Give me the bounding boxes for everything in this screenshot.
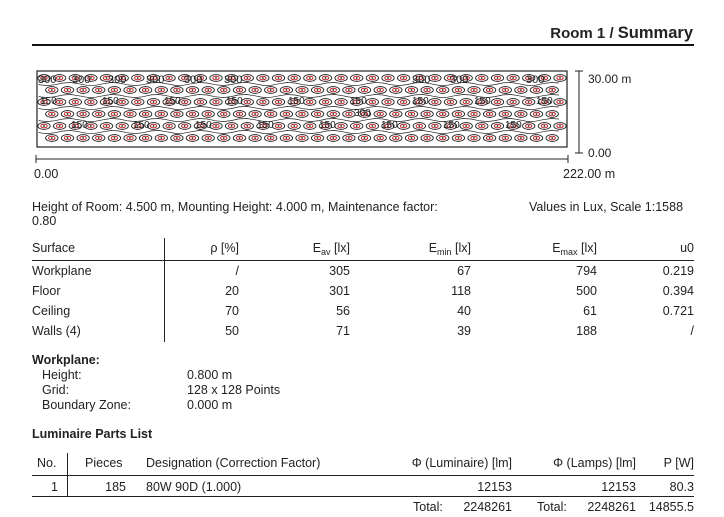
luminaire-center xyxy=(356,77,358,79)
luminaire-center xyxy=(59,125,61,127)
surface-cell-emax: 794 xyxy=(576,264,597,278)
parts-cell-no: 1 xyxy=(51,480,58,494)
luminaire-center xyxy=(559,101,561,103)
luminaire-center xyxy=(364,89,366,91)
isoline-value-label: 300 xyxy=(450,74,469,86)
luminaire-center xyxy=(137,77,139,79)
luminaire-center xyxy=(114,89,116,91)
luminaire-center xyxy=(559,77,561,79)
header-rule xyxy=(32,44,694,46)
room-parameters: Height of Room: 4.500 m, Mounting Height: 4.000 m, Maintenance factor: xyxy=(32,200,438,214)
luminaire-center xyxy=(145,113,147,115)
luminaire-center xyxy=(207,89,209,91)
workplane-grid-label: Grid: xyxy=(42,383,70,397)
luminaire-center xyxy=(59,77,61,79)
parts-col-pieces: Pieces xyxy=(85,456,123,470)
workplane-grid-value: 128 x 128 Points xyxy=(187,383,281,397)
luminaire-center xyxy=(364,137,366,139)
horizontal-scale xyxy=(34,152,570,166)
luminaire-center xyxy=(192,113,194,115)
luminaire-center xyxy=(184,101,186,103)
luminaire-center xyxy=(176,89,178,91)
isoline-value-label: 150 xyxy=(319,120,336,131)
luminaire-center xyxy=(372,77,374,79)
luminaire-center xyxy=(317,113,319,115)
luminaire-center xyxy=(98,89,100,91)
luminaire-center xyxy=(286,89,288,91)
luminaire-center xyxy=(473,89,475,91)
luminaire-center xyxy=(286,137,288,139)
surface-cell-rho: 70 xyxy=(225,304,239,318)
luminaire-center xyxy=(293,125,295,127)
luminaire-center xyxy=(82,113,84,115)
luminaire-center xyxy=(528,101,530,103)
isoline-value-label: 150 xyxy=(350,96,367,107)
surface-cell-surface: Walls (4) xyxy=(32,324,81,338)
luminaire-center xyxy=(215,77,217,79)
luminaire-center xyxy=(254,137,256,139)
surface-cell-emin: 118 xyxy=(451,284,471,298)
luminaire-center xyxy=(207,137,209,139)
isoline-value-label: 150 xyxy=(71,120,88,131)
surface-cell-eav: 71 xyxy=(336,324,350,338)
luminaire-center xyxy=(551,89,553,91)
luminaire-center xyxy=(114,137,116,139)
luminaire-center xyxy=(129,137,131,139)
luminaire-center xyxy=(536,137,538,139)
luminaire-center xyxy=(67,137,69,139)
luminaire-center xyxy=(246,77,248,79)
surface-cell-emax: 500 xyxy=(576,284,597,298)
luminaire-center xyxy=(82,137,84,139)
luminaire-center xyxy=(51,89,53,91)
plan-y-origin-label: 0.00 xyxy=(588,146,612,160)
luminaire-center xyxy=(434,77,436,79)
luminaire-center xyxy=(168,77,170,79)
luminaire-center xyxy=(153,101,155,103)
luminaire-center xyxy=(59,101,61,103)
luminaire-center xyxy=(434,125,436,127)
luminaire-center xyxy=(481,77,483,79)
isoline-value-label: 150 xyxy=(102,96,119,107)
luminaire-center xyxy=(504,89,506,91)
luminaire-center xyxy=(387,77,389,79)
luminaire-center xyxy=(223,113,225,115)
luminaire-center xyxy=(137,101,139,103)
luminaire-center xyxy=(536,89,538,91)
luminaire-center xyxy=(348,89,350,91)
parts-col-phi-luminaire: Φ (Luminaire) [lm] xyxy=(411,456,512,470)
luminaire-center xyxy=(223,137,225,139)
luminaire-center xyxy=(207,113,209,115)
luminaire-center xyxy=(458,113,460,115)
luminaire-center xyxy=(395,113,397,115)
luminaire-center xyxy=(379,137,381,139)
luminaire-center xyxy=(372,125,374,127)
luminaire-center xyxy=(286,113,288,115)
luminaire-center xyxy=(309,77,311,79)
luminaire-center xyxy=(504,113,506,115)
surface-cell-emin: 67 xyxy=(457,264,471,278)
total-power: 14855.5 xyxy=(648,500,694,514)
luminaire-center xyxy=(121,101,123,103)
eav-symbol: E xyxy=(312,241,322,255)
isoline-value-label: 300 xyxy=(108,74,127,86)
isoline-value-label: 150 xyxy=(226,96,243,107)
luminaire-center xyxy=(332,113,334,115)
luminaire-center xyxy=(43,125,45,127)
eav-subscript: av xyxy=(321,247,331,257)
luminaire-center xyxy=(246,125,248,127)
luminaire-center xyxy=(379,89,381,91)
luminaire-center xyxy=(192,89,194,91)
luminaire-center xyxy=(465,125,467,127)
luminaire-center xyxy=(98,113,100,115)
surface-cell-u0: 0.394 xyxy=(662,284,694,298)
surface-cell-emin: 39 xyxy=(457,324,471,338)
luminaire-center xyxy=(200,101,202,103)
parts-col-designation: Designation (Correction Factor) xyxy=(146,456,321,470)
emax-symbol: E xyxy=(552,241,561,255)
luminaire-center xyxy=(160,89,162,91)
luminaire-center xyxy=(129,89,131,91)
isoline-value-label: 150 xyxy=(505,120,522,131)
luminaire-center xyxy=(145,137,147,139)
luminaire-center xyxy=(309,125,311,127)
emin-unit: [lx] xyxy=(451,241,471,255)
luminaire-center xyxy=(356,125,358,127)
total-phi-luminaire: 2248261 xyxy=(463,500,512,514)
luminaire-center xyxy=(372,101,374,103)
isoline-plan-drawing xyxy=(36,70,568,148)
isoline-value-label: 150 xyxy=(133,120,150,131)
luminaire-center xyxy=(51,137,53,139)
luminaire-center xyxy=(489,113,491,115)
luminaire-center xyxy=(411,113,413,115)
luminaire-center xyxy=(418,125,420,127)
luminaire-center xyxy=(520,137,522,139)
surface-cell-eav: 305 xyxy=(329,264,350,278)
luminaire-center xyxy=(215,125,217,127)
luminaire-center xyxy=(403,77,405,79)
luminaire-center xyxy=(153,125,155,127)
luminaire-center xyxy=(301,89,303,91)
col-header-rho: ρ [%] xyxy=(210,241,239,255)
luminaire-center xyxy=(262,101,264,103)
luminaire-center xyxy=(512,101,514,103)
luminaire-center xyxy=(215,101,217,103)
luminaire-center xyxy=(426,113,428,115)
plan-x-origin-label: 0.00 xyxy=(34,167,59,181)
luminaire-center xyxy=(325,77,327,79)
luminaire-center xyxy=(176,113,178,115)
parts-cell-phi_lamps: 12153 xyxy=(601,480,636,494)
luminaire-center xyxy=(67,113,69,115)
isoline-value-label: 150 xyxy=(195,120,212,131)
luminaire-center xyxy=(317,89,319,91)
parts-header-rule xyxy=(32,475,694,476)
emax-unit: [lx] xyxy=(577,241,597,255)
luminaire-center xyxy=(192,137,194,139)
luminaire-center xyxy=(332,89,334,91)
values-note: Values in Lux, Scale 1:1588 xyxy=(529,200,684,214)
luminaire-center xyxy=(129,113,131,115)
luminaire-center xyxy=(98,137,100,139)
luminaire-center xyxy=(551,113,553,115)
luminaire-center xyxy=(497,101,499,103)
luminaire-center xyxy=(301,137,303,139)
parts-col-phi-lamps: Φ (Lamps) [lm] xyxy=(553,456,636,470)
luminaire-center xyxy=(325,101,327,103)
surface-cell-emin: 40 xyxy=(457,304,471,318)
luminaire-center xyxy=(74,101,76,103)
luminaire-center xyxy=(544,125,546,127)
parts-footer-rule xyxy=(32,496,694,497)
isoline-value-label: 300 xyxy=(38,74,57,86)
emin-subscript: min xyxy=(437,247,452,257)
luminaire-center xyxy=(90,101,92,103)
luminaire-center xyxy=(67,89,69,91)
luminaire-center xyxy=(458,137,460,139)
luminaire-center xyxy=(434,101,436,103)
surface-cell-u0: 0.219 xyxy=(662,264,694,278)
luminaire-center xyxy=(512,77,514,79)
isoline-value-label: 150 xyxy=(412,96,429,107)
isoline-value-label: 300 xyxy=(184,74,203,86)
isoline-value-label: 150 xyxy=(474,96,491,107)
col-header-u0: u0 xyxy=(680,241,694,255)
luminaire-center xyxy=(184,125,186,127)
luminaire-center xyxy=(106,125,108,127)
surface-cell-surface: Ceiling xyxy=(32,304,71,318)
luminaire-center xyxy=(489,89,491,91)
surface-cell-eav: 301 xyxy=(329,284,350,298)
isoline-value-label: 150 xyxy=(536,96,553,107)
plan-height-label: 30.00 m xyxy=(588,72,632,86)
luminaire-center xyxy=(536,113,538,115)
luminaire-center xyxy=(262,77,264,79)
luminaire-center xyxy=(293,77,295,79)
surface-header-rule xyxy=(32,260,694,261)
luminaire-center xyxy=(121,125,123,127)
luminaire-center xyxy=(332,137,334,139)
luminaire-center xyxy=(458,89,460,91)
isoline-value-label: 300 xyxy=(224,74,243,86)
surface-column-divider xyxy=(164,238,165,342)
workplane-boundary-label: Boundary Zone: xyxy=(42,398,131,412)
luminaire-center xyxy=(403,101,405,103)
luminaire-center xyxy=(270,137,272,139)
luminaire-center xyxy=(82,89,84,91)
isoline-value-label: 150 xyxy=(257,120,274,131)
col-header-emax xyxy=(543,241,597,257)
isoline-value-label: 300 xyxy=(146,74,165,86)
workplane-title: Workplane: xyxy=(32,353,100,367)
luminaire-center xyxy=(481,125,483,127)
luminaire-center xyxy=(395,137,397,139)
surface-cell-surface: Workplane xyxy=(32,264,92,278)
luminaire-center xyxy=(473,113,475,115)
luminaire-center xyxy=(497,125,499,127)
luminaire-center xyxy=(551,137,553,139)
luminaire-center xyxy=(379,113,381,115)
luminaire-center xyxy=(442,113,444,115)
luminaire-center xyxy=(473,137,475,139)
luminaire-center xyxy=(176,137,178,139)
luminaire-center xyxy=(348,137,350,139)
emin-symbol: E xyxy=(428,241,438,255)
isoline-value-label: 300 xyxy=(354,108,371,119)
luminaire-center xyxy=(387,101,389,103)
luminaire-center xyxy=(270,89,272,91)
surface-cell-surface: Floor xyxy=(32,284,61,298)
luminaire-center xyxy=(239,113,241,115)
page-title: Summary xyxy=(617,24,693,42)
workplane-boundary-value: 0.000 m xyxy=(187,398,233,412)
luminaire-center xyxy=(442,137,444,139)
luminaire-center xyxy=(340,101,342,103)
luminaire-center xyxy=(520,89,522,91)
luminaire-center xyxy=(489,137,491,139)
luminaire-center xyxy=(160,137,162,139)
luminaire-center xyxy=(51,113,53,115)
luminaire-center xyxy=(223,89,225,91)
luminaire-center xyxy=(90,125,92,127)
total-label-luminaire: Total: xyxy=(413,500,443,514)
luminaire-center xyxy=(278,101,280,103)
luminaire-center xyxy=(254,113,256,115)
parts-cell-designation: 80W 90D (1.000) xyxy=(146,480,242,494)
isoline-value-label: 150 xyxy=(443,120,460,131)
parts-col-power: P [W] xyxy=(663,456,694,470)
luminaire-center xyxy=(465,101,467,103)
luminaire-center xyxy=(168,125,170,127)
total-label-lamps: Total: xyxy=(537,500,567,514)
luminaire-center xyxy=(411,89,413,91)
luminaire-center xyxy=(442,89,444,91)
parts-cell-power: 80.3 xyxy=(669,480,694,494)
eav-unit: [lx] xyxy=(330,241,350,255)
total-phi-lamps: 2248261 xyxy=(587,500,636,514)
emax-subscript: max xyxy=(560,247,578,257)
luminaire-center xyxy=(270,113,272,115)
luminaire-center xyxy=(426,89,428,91)
isoline-value-label: 150 xyxy=(288,96,305,107)
luminaire-center xyxy=(309,101,311,103)
col-header-surface: Surface xyxy=(32,241,76,255)
luminaire-center xyxy=(411,137,413,139)
luminaire-center xyxy=(520,113,522,115)
luminaire-center xyxy=(231,125,233,127)
plan-width-label: 222.00 m xyxy=(563,167,616,181)
page-heading xyxy=(550,24,693,43)
luminaire-center xyxy=(301,113,303,115)
luminaire-center xyxy=(246,101,248,103)
luminaire-center xyxy=(504,137,506,139)
luminaire-center xyxy=(340,125,342,127)
heading-separator: / xyxy=(609,25,614,42)
isoline-value-label: 300 xyxy=(526,74,545,86)
parts-cell-phi_lum: 12153 xyxy=(477,480,512,494)
luminaire-center xyxy=(239,137,241,139)
surface-cell-u0: 0.721 xyxy=(662,304,694,318)
parts-list-title: Luminaire Parts List xyxy=(32,427,153,441)
surface-cell-emax: 61 xyxy=(583,304,597,318)
col-header-emin xyxy=(421,241,471,257)
isoline-value-label: 150 xyxy=(381,120,398,131)
luminaire-center xyxy=(528,125,530,127)
luminaire-center xyxy=(426,137,428,139)
parts-cell-pieces: 185 xyxy=(105,480,126,494)
surface-cell-u0: / xyxy=(690,324,694,338)
workplane-height-value: 0.800 m xyxy=(187,368,233,382)
surface-cell-eav: 56 xyxy=(336,304,350,318)
luminaire-center xyxy=(559,125,561,127)
luminaire-center xyxy=(239,89,241,91)
luminaire-center xyxy=(395,89,397,91)
parts-col-no: No. xyxy=(37,456,57,470)
isoline-value-label: 150 xyxy=(164,96,181,107)
isoline-value-label: 150 xyxy=(40,96,57,107)
luminaire-center xyxy=(254,89,256,91)
luminaire-center xyxy=(497,77,499,79)
luminaire-center xyxy=(278,125,280,127)
room-parameters-cont: 0.80 xyxy=(32,214,57,228)
surface-cell-rho: / xyxy=(235,264,239,278)
luminaire-center xyxy=(317,137,319,139)
luminaire-center xyxy=(145,89,147,91)
luminaire-center xyxy=(348,113,350,115)
luminaire-center xyxy=(278,77,280,79)
luminaire-center xyxy=(403,125,405,127)
col-header-eav xyxy=(306,241,350,257)
workplane-height-label: Height: xyxy=(42,368,82,382)
room-name: Room 1 xyxy=(550,25,606,42)
surface-cell-emax: 188 xyxy=(576,324,597,338)
isoline-plan xyxy=(36,70,568,148)
isoline-value-label: 300 xyxy=(72,74,91,86)
vertical-scale xyxy=(572,70,586,154)
surface-cell-rho: 20 xyxy=(225,284,239,298)
isoline-value-label: 300 xyxy=(412,74,431,86)
luminaire-center xyxy=(340,77,342,79)
luminaire-center xyxy=(450,101,452,103)
surface-cell-rho: 50 xyxy=(225,324,239,338)
luminaire-center xyxy=(160,113,162,115)
luminaire-center xyxy=(114,113,116,115)
